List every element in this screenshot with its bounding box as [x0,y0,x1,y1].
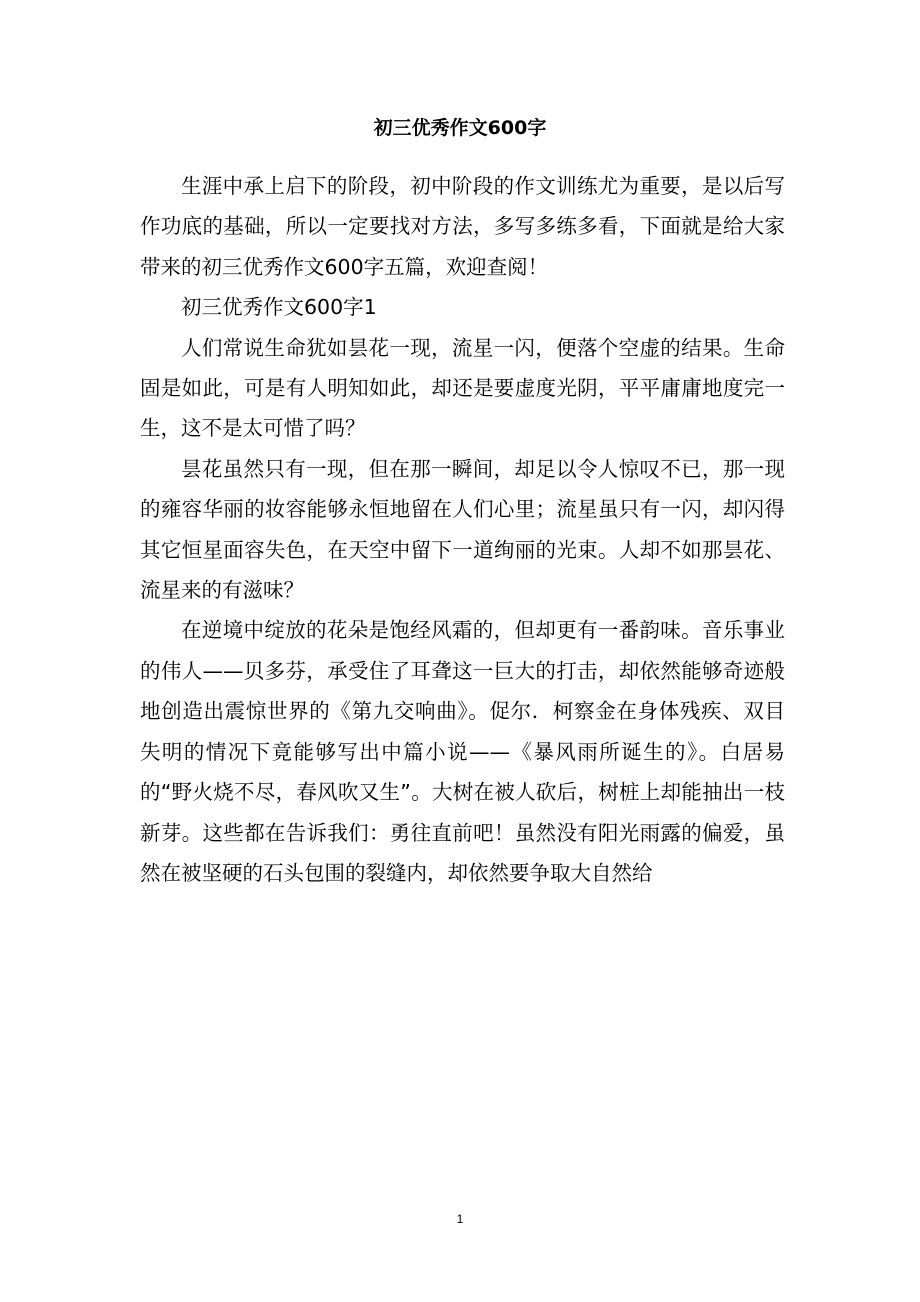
document-body [140,166,785,893]
paragraph-intro: 生涯中承上启下的阶段，初中阶段的作文训练尤为重要，是以后写作功底的基础，所以一定要找对方法，多写多练多看，下面就是给大家带来的初三优秀作文600字五篇，欢迎查阅！ [140,174,785,279]
section-heading: 初三优秀作文600字1 [181,295,377,320]
document-title: 初三优秀作文600字 [373,117,547,139]
paragraph: 昙花虽然只有一现，但在那一瞬间，却足以令人惊叹不已，那一现的雍容华丽的妆容能够永恒地留在人们心里；流星虽只有一闪，却闪得其它恒星面容失色，在天空中留下一道绚丽的光束。人却不如那昙花、流星来的有滋味？ [140,456,785,603]
page-number: 1 [456,1212,464,1226]
paragraph: 人们常说生命犹如昙花一现，流星一闪，便落个空虚的结果。生命固是如此，可是有人明知如此，却还是要虚度光阴，平平庸庸地度完一生，这不是太可惜了吗？ [140,335,785,441]
paragraph: 在逆境中绽放的花朵是饱经风霜的，但却更有一番韵味。音乐事业的伟人——贝多芬，承受住了耳聋这一巨大的打击，却依然能够奇迹般地创造出震惊世界的《第九交响曲》。促尔．柯察金在身体残疾、双目失明的情况下竟能够写出中篇小说——《暴风雨所诞生的》。白居易的“野火烧不尽，春风吹又生”。大树在被人砍后，树桩上却能抽出一枝新芽。这些都在告诉我们：勇往直前吧！虽然没有阳光雨露的偏爱，虽然在被坚硬的石头包围的裂缝内，却依然要争取大自然给 [140,618,785,885]
